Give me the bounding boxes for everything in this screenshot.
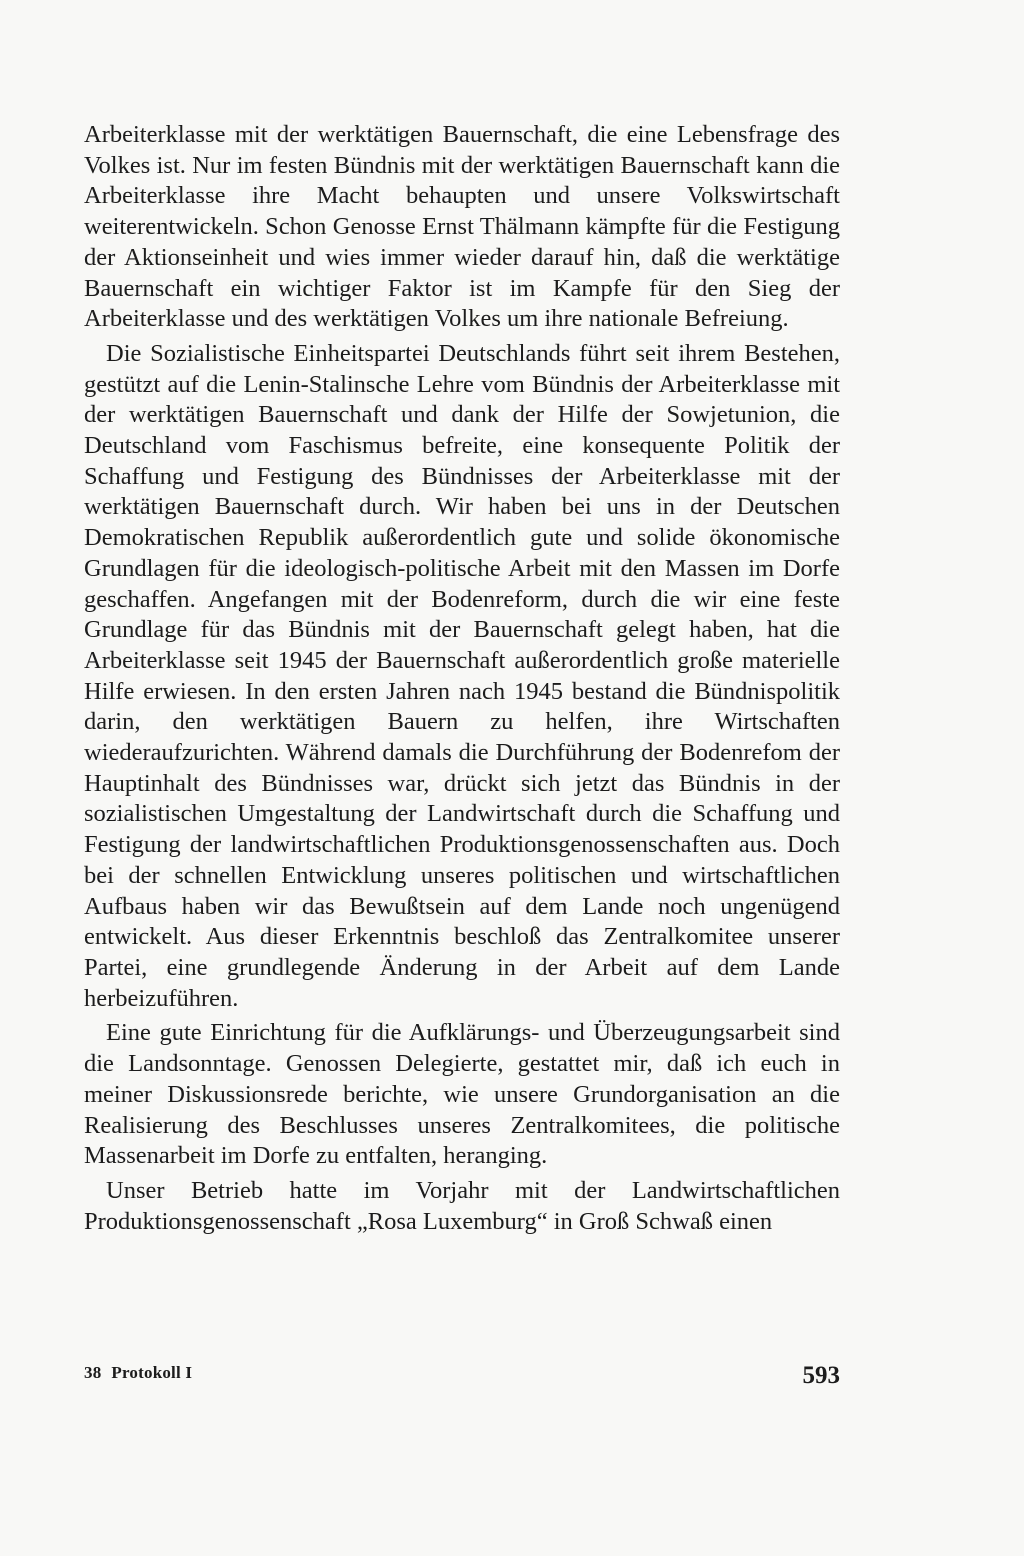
paragraph-2: Die Sozialistische Einheitspartei Deutschlands führt seit ihrem Bestehen, gestützt auf die Lenin-Stalinsche Lehre vom Bündnis der Arbeiterklasse mit der werktätigen Bauernschaft und dank der Hilfe der Sowjetunion, die Deutschland vom Faschismus befreite, eine konsequente Politik der Schaffung und Festigung des Bündnisses der Arbeiterklasse mit der werktätigen Bauernschaft durch. Wir haben bei uns in der Deutschen Demokratischen Republik außerordentlich gute und solide ökonomische Grundlagen für die ideologisch-politische Arbeit mit den Massen im Dorfe geschaffen. Angefangen mit der Bodenreform, durch die wir eine feste Grundlage für das Bündnis mit der Bauernschaft gelegt haben, hat die Arbeiterklasse seit 1945 der Bauernschaft außerordentlich große materielle Hilfe erwiesen. In den ersten Jahren nach 1945 bestand die Bündnispolitik darin, den werktätigen Bauern zu helfen, ihre Wirtschaften wiederaufzurichten. Während damals die Durchführung der Bodenrefom der Hauptinhalt des Bündnisses war, drückt sich jetzt das Bündnis in der sozialistischen Umgestaltung der Landwirtschaft durch die Schaffung und Festigung der landwirtschaftlichen Produktionsgenossenschaften aus. Doch bei der schnellen Entwicklung unseres politischen und wirtschaftlichen Aufbaus haben wir das Bewußtsein auf dem Lande noch ungenügend entwickelt. Aus dieser Erkenntnis beschloß das Zentralkomitee unserer Partei, eine grundlegende Änderung in der Arbeit auf dem Lande herbeizuführen. <box>84 339 840 1012</box>
signature-mark: 38 <box>84 1363 102 1382</box>
paragraph-4: Unser Betrieb hatte im Vorjahr mit der Landwirtschaftlichen Produktionsgenossenschaft „Rosa Luxemburg“ in Groß Schwaß einen <box>84 1176 840 1235</box>
footer-signature <box>84 1363 192 1383</box>
paragraph-3: Eine gute Einrichtung für die Aufklärungs- und Überzeugungsarbeit sind die Landsonntage. Genossen Delegierte, gestattet mir, daß ich euch in meiner Diskussionsrede berichte, wie unsere Grundorganisation an die Realisierung des Beschlusses unseres Zentralkomitees, die politische Massenarbeit im Dorfe zu entfalten, heranging. <box>84 1019 840 1170</box>
paragraph-1: Arbeiterklasse mit der werktätigen Bauernschaft, die eine Lebensfrage des Volkes ist. Nur im festen Bündnis mit der werktätigen Bauernschaft kann die Arbeiterklasse ihre Macht behaupten und unsere Volkswirtschaft weiterentwickeln. Schon Genosse Ernst Thälmann kämpfte für die Festigung der Aktionseinheit und wies immer wieder darauf hin, daß die werktätige Bauernschaft ein wichtiger Faktor ist im Kampfe für den Sieg der Arbeiterklasse und des werktätigen Volkes um ihre nationale Befreiung. <box>84 121 840 333</box>
body-text <box>84 120 840 1237</box>
page-number: 593 <box>802 1362 840 1389</box>
protocol-label: Protokoll I <box>111 1363 193 1382</box>
